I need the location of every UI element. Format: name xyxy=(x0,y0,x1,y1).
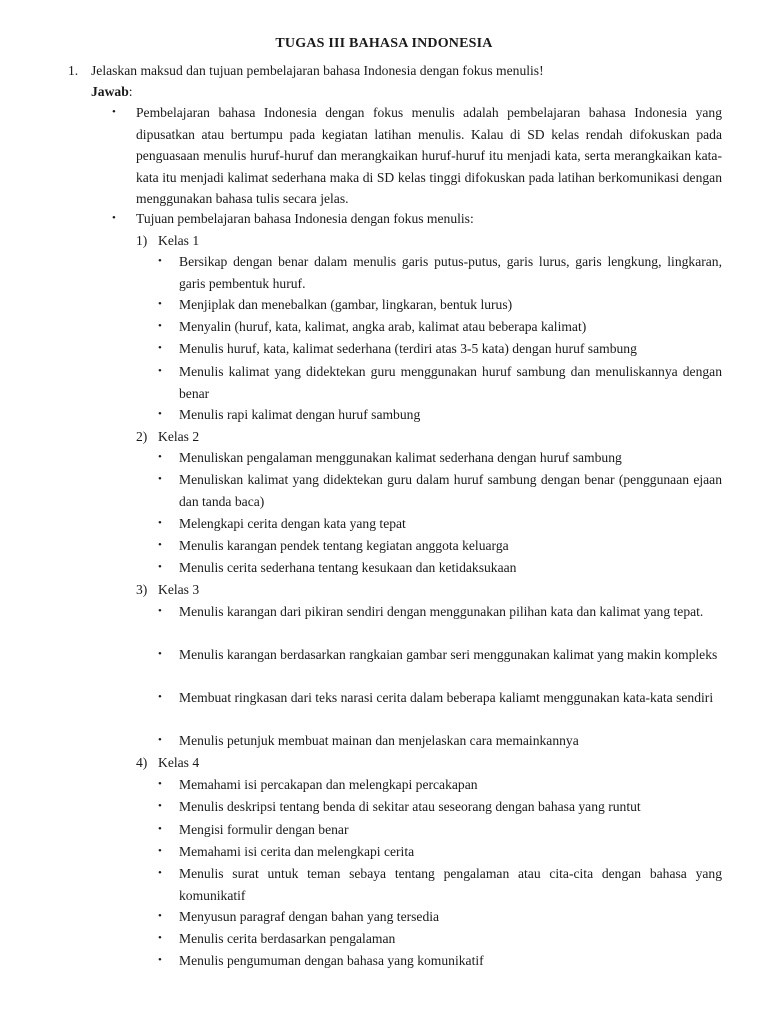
bullet-icon: • xyxy=(158,342,162,354)
list-item-text: Menulis karangan dari pikiran sendiri dengan menggunakan pilihan kata dan kalimat yang tepat. xyxy=(179,604,704,619)
list-item xyxy=(158,863,722,906)
kelas-heading-2 xyxy=(136,426,199,448)
list-item xyxy=(158,819,722,841)
bullet-icon: • xyxy=(158,954,162,966)
list-item xyxy=(158,404,722,426)
bullet-icon: • xyxy=(158,298,162,310)
answer-point-text: Pembelajaran bahasa Indonesia dengan fokus menulis adalah pembelajaran bahasa Indonesia yang dipusatkan atau bertumpu pada kegiatan latihan menulis. Kalau di SD kelas rendah difokuskan pada penguasaan menulis huruf-huruf dan merangkaikan huruf-huruf itu menjadi kata, serta merangkaikan kata-kata itu menjadi kalimat sederhana maka di SD kelas tinggi difokuskan pada latihan berkomunikasi dengan menggunakan bahasa tulis secara jelas. xyxy=(136,105,722,206)
bullet-icon: • xyxy=(158,561,162,573)
list-item-text: Memahami isi percakapan dan melengkapi percakapan xyxy=(179,777,478,792)
question-number: 1. xyxy=(68,63,79,78)
bullet-icon: • xyxy=(158,691,162,703)
kelas-number: 3) xyxy=(136,582,148,597)
kelas-heading-1 xyxy=(136,230,199,252)
kelas-label: Kelas 4 xyxy=(158,755,200,770)
bullet-icon: • xyxy=(158,648,162,660)
kelas-heading-3 xyxy=(136,579,199,601)
list-item-text: Menulis rapi kalimat dengan huruf sambung xyxy=(179,407,421,422)
list-item xyxy=(158,294,722,316)
list-item xyxy=(158,730,722,752)
bullet-icon: • xyxy=(158,255,162,267)
kelas-label: Kelas 1 xyxy=(158,233,200,248)
answer-point-text: Tujuan pembelajaran bahasa Indonesia dengan fokus menulis: xyxy=(136,211,474,226)
list-item-text: Menjiplak dan menebalkan (gambar, lingkaran, bentuk lurus) xyxy=(179,297,513,312)
answer-label: Jawab xyxy=(91,84,129,99)
list-item-text: Menulis huruf, kata, kalimat sederhana (terdiri atas 3-5 kata) dengan huruf sambung xyxy=(179,341,637,356)
list-item xyxy=(158,950,722,972)
list-item-text: Menulis deskripsi tentang benda di sekitar atau seseorang dengan bahasa yang runtut xyxy=(179,799,641,814)
list-item-text: Bersikap dengan benar dalam menulis garis putus-putus, garis lurus, garis lengkung, lingkaran, garis pembentuk huruf. xyxy=(179,254,722,291)
list-item xyxy=(158,644,722,666)
bullet-icon: • xyxy=(158,845,162,857)
bullet-icon: • xyxy=(158,539,162,551)
list-item-text: Menulis kalimat yang didektekan guru menggunakan huruf sambung dan menuliskannya dengan benar xyxy=(179,364,722,401)
kelas-heading-4 xyxy=(136,752,199,774)
kelas-number: 4) xyxy=(136,755,148,770)
list-item-text: Menulis cerita sederhana tentang kesukaan dan ketidaksukaan xyxy=(179,560,517,575)
bullet-icon: • xyxy=(158,473,162,485)
list-item xyxy=(158,338,722,360)
list-item-text: Menulis petunjuk membuat mainan dan menjelaskan cara memainkannya xyxy=(179,733,579,748)
answer-label-row xyxy=(91,81,133,103)
list-item xyxy=(158,513,722,535)
list-item xyxy=(158,251,722,294)
list-item xyxy=(158,796,722,818)
list-item-text: Menulis pengumuman dengan bahasa yang komunikatif xyxy=(179,953,484,968)
list-item xyxy=(158,557,722,579)
kelas-label: Kelas 2 xyxy=(158,429,200,444)
list-item-text: Melengkapi cerita dengan kata yang tepat xyxy=(179,516,406,531)
bullet-icon: • xyxy=(112,212,116,224)
answer-point-definition xyxy=(112,102,722,210)
list-item-text: Menulis cerita berdasarkan pengalaman xyxy=(179,931,396,946)
bullet-icon: • xyxy=(158,517,162,529)
kelas-number: 2) xyxy=(136,429,148,444)
document-title: TUGAS III BAHASA INDONESIA xyxy=(275,36,493,51)
list-item xyxy=(158,469,722,512)
list-item-text: Membuat ringkasan dari teks narasi cerita dalam beberapa kaliamt menggunakan kata-kata sendiri xyxy=(179,690,714,705)
kelas-number: 1) xyxy=(136,233,148,248)
list-item xyxy=(158,774,722,796)
bullet-icon: • xyxy=(158,867,162,879)
bullet-icon: • xyxy=(158,734,162,746)
bullet-icon: • xyxy=(158,365,162,377)
answer-colon: : xyxy=(128,84,133,99)
question-1 xyxy=(68,60,544,82)
list-item-text: Menyalin (huruf, kata, kalimat, angka arab, kalimat atau beberapa kalimat) xyxy=(179,319,587,334)
bullet-icon: • xyxy=(158,932,162,944)
bullet-icon: • xyxy=(158,778,162,790)
bullet-icon: • xyxy=(158,800,162,812)
answer-point-goals xyxy=(112,208,722,230)
list-item-text: Menuliskan kalimat yang didektekan guru dalam huruf sambung dengan benar (penggunaan ejaan dan tanda baca) xyxy=(179,472,722,509)
bullet-icon: • xyxy=(158,451,162,463)
bullet-icon: • xyxy=(158,408,162,420)
list-item xyxy=(158,841,722,863)
bullet-icon: • xyxy=(158,823,162,835)
list-item-text: Menulis karangan pendek tentang kegiatan anggota keluarga xyxy=(179,538,509,553)
list-item-text: Memahami isi cerita dan melengkapi cerita xyxy=(179,844,415,859)
question-text: Jelaskan maksud dan tujuan pembelajaran bahasa Indonesia dengan fokus menulis! xyxy=(91,63,544,78)
list-item-text: Menulis karangan berdasarkan rangkaian gambar seri menggunakan kalimat yang makin kompleks xyxy=(179,647,718,662)
list-item-text: Menyusun paragraf dengan bahan yang tersedia xyxy=(179,909,440,924)
list-item xyxy=(158,601,722,623)
list-item xyxy=(158,316,722,338)
bullet-icon: • xyxy=(158,910,162,922)
kelas-label: Kelas 3 xyxy=(158,582,200,597)
list-item xyxy=(158,928,722,950)
list-item xyxy=(158,361,722,404)
list-item xyxy=(158,447,722,469)
list-item-text: Mengisi formulir dengan benar xyxy=(179,822,349,837)
list-item xyxy=(158,687,722,709)
list-item xyxy=(158,535,722,557)
bullet-icon: • xyxy=(158,320,162,332)
list-item-text: Menuliskan pengalaman menggunakan kalimat sederhana dengan huruf sambung xyxy=(179,450,622,465)
bullet-icon: • xyxy=(158,605,162,617)
list-item xyxy=(158,906,722,928)
list-item-text: Menulis surat untuk teman sebaya tentang pengalaman atau cita-cita dengan bahasa yang komunikatif xyxy=(179,866,722,903)
bullet-icon: • xyxy=(112,106,116,118)
